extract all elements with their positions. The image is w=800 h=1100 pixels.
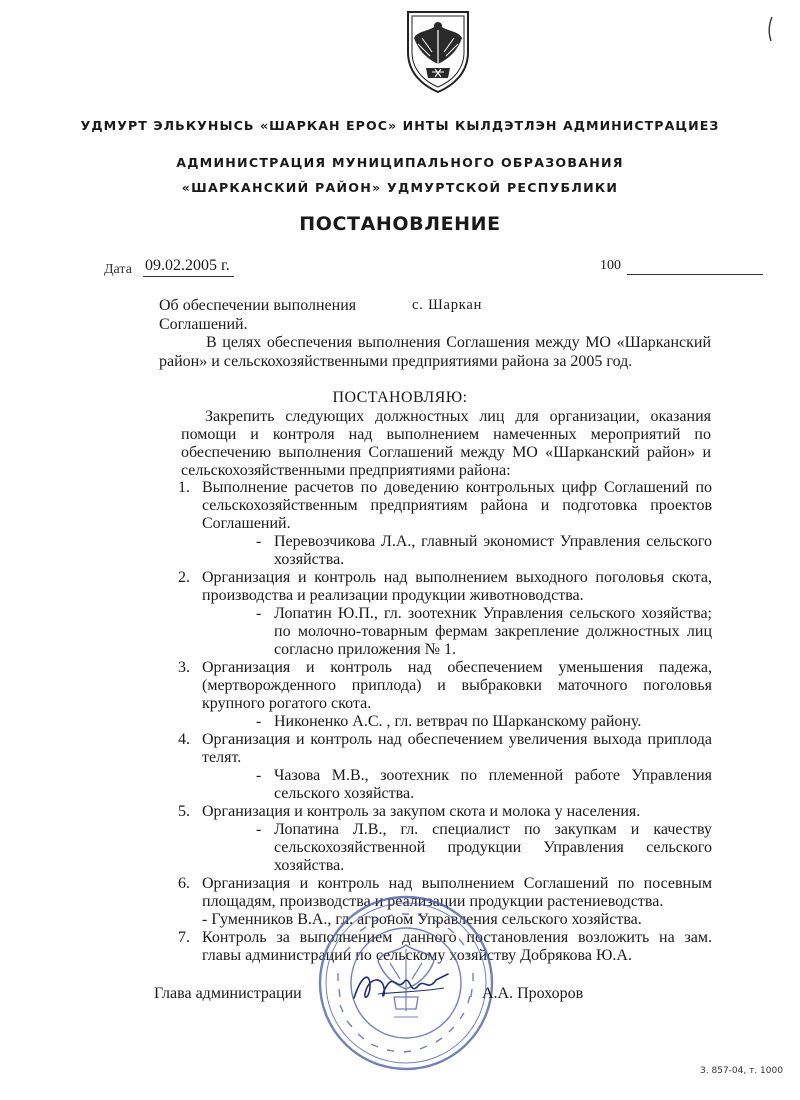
corner-mark-icon: [766, 16, 776, 42]
decree-item: [178, 731, 712, 803]
item-text: Организация и контроль за закупом скота и молока у населения.: [202, 803, 641, 820]
item-text: Организация и контроль над обеспечением уменьшения падежа, (мертворожденного приплода) и выбраковки маточного поголовья крупного рогатого скота.: [202, 659, 712, 712]
item-number: 6.: [178, 875, 190, 892]
responsible-text: Лопатина Л.В., гл. специалист по закупкам и качеству сельскохозяйственной продукции Управления сельского хозяйства.: [274, 821, 712, 874]
preamble-paragraph: В целях обеспечения выполнения Соглашения между МО «Шарканский район» и сельскохозяйственными предприятиями района за 2005 год.: [159, 334, 711, 370]
handwritten-signature: [348, 968, 458, 1008]
coat-of-arms-emblem: [402, 8, 474, 94]
responsible-person: [256, 767, 712, 803]
date-value: 09.02.2005 г.: [143, 257, 234, 277]
print-run-code: З. 857-04, т. 1000: [700, 1066, 783, 1076]
decree-item: [178, 803, 712, 875]
dash-marker: -: [256, 533, 262, 550]
document-number: 100: [600, 258, 621, 273]
signatory-name: А.А. Прохоров: [482, 985, 584, 1002]
document-type-title: ПОСТАНОВЛЕНИЕ: [299, 213, 501, 235]
responsible-person: [256, 713, 712, 731]
russian-administration-header-line-1: АДМИНИСТРАЦИЯ МУНИЦИПАЛЬНОГО ОБРАЗОВАНИЯ: [176, 155, 624, 170]
item-number: 1.: [178, 479, 190, 496]
dash-marker: -: [256, 605, 262, 622]
item-number: 4.: [178, 731, 190, 748]
number-underline: [627, 274, 763, 275]
intro-paragraph: Закрепить следующих должностных лиц для организации, оказания помощи и контроля над выполнением намеченных мероприятий по обеспечению выполнения Соглашений между МО «Шарканский район» и сельскохозяйственными предприятиями района:: [181, 408, 711, 479]
responsible-text: Никоненко А.С. , гл. ветврач по Шарканскому району.: [274, 713, 642, 730]
item-text: Организация и контроль над выполнением Соглашений по посевным площадям, производства и реализации продукции растениеводства.: [202, 875, 712, 910]
date-label: Дата: [104, 262, 132, 277]
responsible-text: Перевозчикова Л.А., главный экономист Управления сельского хозяйства.: [274, 533, 712, 568]
dash-marker: -: [256, 767, 262, 784]
place-of-issue: с. Шаркан: [412, 297, 483, 313]
decree-item: [178, 569, 712, 659]
decree-word: ПОСТАНОВЛЯЮ:: [332, 389, 468, 406]
udmurt-administration-header: УДМУРТ ЭЛЬКУНЫСЬ «ШАРКАН ЕРОС» ИНТЫ КЫЛДЭТЛЭН АДМИНИСТРАЦИЕЗ: [80, 118, 720, 133]
signatory-position: Глава администрации: [154, 985, 302, 1002]
item-number: 2.: [178, 569, 190, 586]
decree-item: [178, 479, 712, 569]
subject-line-2: Соглашений.: [159, 316, 248, 333]
russian-administration-header-line-2: «ШАРКАНСКИЙ РАЙОН» УДМУРТСКОЙ РЕСПУБЛИКИ: [181, 180, 619, 195]
responsible-person: [256, 605, 712, 659]
dash-marker: -: [256, 821, 262, 838]
decree-item: [178, 659, 712, 731]
item-text: Организация и контроль над обеспечением увеличения выхода приплода телят.: [202, 731, 712, 766]
responsible-person: [256, 821, 712, 875]
item-text: Контроль за выполнением данного постановления возложить на зам. главы администрации по сельскому хозяйству Добрякова Ю.А.: [202, 929, 712, 964]
responsible-person: [256, 533, 712, 569]
dash-marker: -: [256, 713, 262, 730]
document-subject: [159, 296, 356, 334]
item-text: Организация и контроль над выполнением выходного поголовья скота, производства и реализации продукции животноводства.: [202, 569, 712, 604]
item-text: Выполнение расчетов по доведению контрольных цифр Соглашений по сельскохозяйственным предприятиям района и подготовка проектов Соглашений.: [202, 479, 712, 532]
item-number: 7.: [178, 929, 190, 946]
item-number: 5.: [178, 803, 190, 820]
responsible-person: - Гуменников В.А., гл. агроном Управления сельского хозяйства.: [202, 911, 642, 928]
responsible-text: Чазова М.В., зоотехник по племенной работе Управления сельского хозяйства.: [274, 767, 712, 802]
item-number: 3.: [178, 659, 190, 676]
subject-line-1: Об обеспечении выполнения: [159, 297, 357, 314]
responsible-text: Лопатин Ю.П., гл. зоотехник Управления сельского хозяйства; по молочно-товарным фермам закрепление должностных лиц согласно приложения № 1.: [274, 605, 712, 658]
